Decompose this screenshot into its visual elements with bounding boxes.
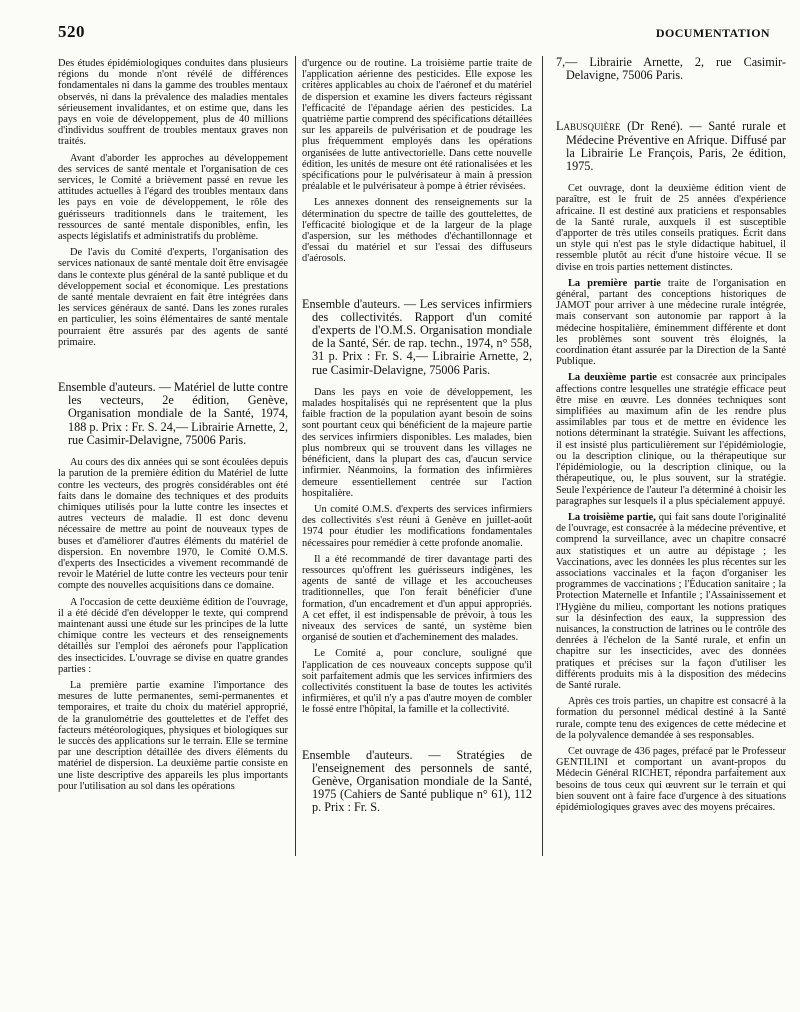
paragraph: d'urgence ou de routine. La troisième partie traite de l'application aérienne des pesticides. Elle expose les critères applicables au choix de l'aéronef et du matériel de dispersion et examine les divers facteurs régissant l'efficacité de l'épandage aérien des pesticides. La quatrième partie comprend des spécifications détaillées sur les appareils de pulvérisation et de poudrage les plus fréquemment employés dans les opérations organisées de lutte antivectorielle. Dans cette nouvelle édition, les unités de mesure ont été rationalisées et les spécifications pour le pulvérisateur à main à pression préalable et le pulvérisateur à pompe à étrier révisées. (302, 58, 532, 193)
reference-author: Labusquière (556, 119, 621, 134)
paragraph: Le Comité a, pour conclure, souligné que l'application de ces nouveaux concepts suppose qu'il soit parfaitement admis que les services infirmiers des collectivités constituent la base de toutes les activités infirmières, et qu'il n'y a pas d'autre moyen de combler le fossé entre l'hôpital, la famille et la collectivité. (302, 648, 532, 716)
paragraph: De l'avis du Comité d'experts, l'organisation des services nationaux de santé mentale doit être envisagée dans le contexte plus général de la santé publique et du développement social et économique. Les prestations de santé mentale devraient en fait être intégrées dans les services généraux de santé. Dans les zones rurales en particulier, les soins élémentaires de santé mentale pourraient être assurés par des agents de santé primaire. (58, 247, 288, 348)
paragraph-text: traite de l'organisation en général, partant des conceptions historiques de JAMOT pour arriver à une médecine rurale intégrée, mais conservant son autonomie par rapport à la médecine hospitalière, éminemment différente et dont les problèmes sont souvent très éloignés, la coordination étant assurée par la Direction de la Santé Publique. (556, 277, 786, 368)
paragraph: Cet ouvrage, dont la deuxième édition vient de paraître, est le fruit de 25 années d'expérience africaine. Il est destiné aux praticiens et responsables de la Santé rurale, auxquels il est susceptible d'apporter de très utiles conseils pratiques. Écrit dans un style qui n'est pas le style didactique habituel, il ressemble plutôt au récit d'une histoire vécue. Il se divise en trois parties nettement distinctes. (556, 183, 786, 273)
book-reference: Ensemble d'auteurs. — Les services infirmiers des collectivités. Rapport d'un comité d'experts de l'O.M.S. Organisation mondiale de la Santé, Sér. de rap. techn., 1974, n° 558, 31 p. Prix : Fr. S. 4,— Librairie Arnette, 2, rue Casimir-Delavigne, 75006 Paris. (302, 296, 532, 377)
paragraph: Il a été recommandé de tirer davantage parti des ressources qu'offrent les guérisseurs indigènes, les agents de santé de village et les accoucheuses traditionnelles, que l'on ferait bénéficier d'une formation, d'un encadrement et d'un appui appropriés. A cet effet, il est indispensable de prévoir, à tous les niveaux des services de santé, un système bien organisé de soutien et d'acheminement des malades. (302, 553, 532, 644)
column-divider (542, 56, 543, 856)
book-reference: Ensemble d'auteurs. — Stratégies de l'enseignement des personnels de santé, Genève, Organisation mondiale de la Santé, 1975 (Cahiers de Santé publique n° 61), 112 p. Prix : Fr. S. (302, 747, 532, 815)
paragraph (556, 372, 786, 506)
book-reference (556, 120, 786, 173)
column-divider (295, 56, 296, 856)
paragraph (556, 512, 786, 691)
paragraph: Cet ouvrage de 436 pages, préfacé par le Professeur GENTILINI et comportant un avant-propos du Médecin Général RICHET, répondra parfaitement aux besoins de tous ceux qui œuvrent sur le terrain et qui bien souvent ont à faire face d'urgence à des situations épidémiologiques graves avec des moyens précaires. (556, 745, 786, 813)
page-header (0, 0, 800, 40)
section-title: DOCUMENTATION (655, 26, 770, 40)
paragraph-text: qui fait sans doute l'originalité de l'ouvrage, est consacrée à la médecine préventive, et comprend la surveillance, avec un chapitre consacré aux statistiques et un autre au dépistage ; les Vaccinations, avec les données les plus récentes sur les associations vaccinales et la façon d'organiser les programmes de vaccinations ; l'Éducation sanitaire ; la Protection Maternelle et Infantile ; l'Assainissement et l'Hygiène du milieu, comportant les notions pratiques sur la désinfection des eaux, la suppression des nuisances, la construction de latrines ou le contrôle des denrées à l'échelon de la Santé rurale, et enfin un chapitre sur les insecticides, avec des données pratiques et précises sur la façon d'utiliser les différents produits mis à la disposition des médecins de Santé rurale. (556, 511, 786, 691)
paragraph: Au cours des dix années qui se sont écoulées depuis la parution de la première édition du Matériel de lutte contre les vecteurs, des progrès considérables ont été faits dans le domaine des techniques et des produits chimiques utilisés pour la lutte contre les insectes et autres vecteurs de maladie. Il est donc devenu nécessaire de mettre au point de nouveaux types de buses et d'améliorer d'autres éléments du matériel de dispersion. En novembre 1970, le Comité O.M.S. d'experts des Insecticides a vivement recommandé de revoir le Matériel de lutte contre les vecteurs pour tenir compte des nouvelles acquisitions dans ce domaine. (58, 457, 288, 592)
column-3 (556, 56, 786, 1006)
paragraph: Un comité O.M.S. d'experts des services infirmiers des collectivités s'est réuni à Genève en juillet-août 1974 pour étudier les modifications fondamentales nécessaires pour remédier à cette profonde anomalie. (302, 503, 532, 549)
paragraph: A l'occasion de cette deuxième édition de l'ouvrage, il a été décidé d'en développer le texte, qui comprend maintenant aussi une étude sur les principes de la lutte chimique contre les vecteurs et des renseignements détaillés sur l'emploi des aéronefs pour l'application des insecticides. L'ouvrage se divise en quatre grandes parties : (58, 596, 288, 675)
paragraph-text: est consacrée aux principales affections contre lesquelles une stratégie efficace peut être mise en œuvre. Les données techniques sont simplifiées au maximum afin de les rendre plus assimilables par tous et de mettre en évidence les notions déterminant la stratégie. Suivant les affections, il est insisté plus particulièrement sur l'épidémiologie, ou la description clinique, ou la thérapeutique sur l'épidémiologie, ou la description clinique, ou la thérapeutique, ou, le plus souvent, sur la stratégie. Seule l'expérience de l'auteur l'a déterminé à choisir les paragraphes sur lesquels il a plus spécialement appuyé. (556, 372, 786, 507)
paragraph: Avant d'aborder les approches au développement des services de santé mentale et l'organisation de ces services, le Comité a brièvement passé en revue les attitudes actuelles à l'égard des troubles mentaux dans les pays en voie de développement, le rôle des guérisseurs traditionnels dans le traitement, les ressources de santé mentale disponibles, enfin, les aspects législatifs et administratifs du problème. (58, 152, 288, 243)
column-2 (302, 56, 532, 1006)
paragraph: Les annexes donnent des renseignements sur la détermination du spectre de taille des gouttelettes, de l'efficacité biologique et de la largeur de la plage d'aspersion, sur les méthodes d'échantillonnage et d'essai du matériel et sur l'essai des diffuseurs d'aérosols. (302, 197, 532, 265)
part-heading: La troisième partie, (568, 511, 656, 523)
page-number: 520 (58, 22, 85, 41)
reference-details: (Dr René). — Santé rurale et Médecine Préventive en Afrique. Diffusé par la Librairie Le François, Paris, 2e édition, 1975. (566, 119, 786, 174)
paragraph (556, 278, 786, 368)
paragraph: Après ces trois parties, un chapitre est consacré à la formation du personnel médical destiné à la Santé rurale, compte tenu des exigences de cette médecine et de la polyvalence demandée à ses responsables. (556, 696, 786, 741)
paragraph: Dans les pays en voie de développement, les malades hospitalisés qui ne représentent que la plus faible fraction de la population ayant besoin de soins sont pourtant ceux qui bénéficient de la majeure partie des services infirmiers disponibles. Les malades, bien plus nombreux qui se trouvent dans les villages ne bénéficient, dans la plupart des cas, d'aucun service infirmier. Néanmoins, la formation des infirmières demeure essentiellement centrée sur l'action hospitalière. (302, 386, 532, 499)
book-reference: Ensemble d'auteurs. — Matériel de lutte contre les vecteurs, 2e édition, Genève, Organisation mondiale de la Santé, 1974, 188 p. Prix : Fr. S. 24,— Librairie Arnette, 2, rue Casimir-Delavigne, 75006 Paris. (58, 380, 288, 447)
paragraph: La première partie examine l'importance des mesures de lutte permanentes, semi-permanentes et temporaires, et traite du choix du matériel approprié, de la granulométrie des gouttelettes et de l'effet des facteurs météorologiques, physiques et biologiques sur le succès des applications sur le terrain. Elle se termine par une description détaillée des divers éléments du matériel de dispersion. La deuxième partie consiste en une liste descriptive des appareils les plus importants pour l'utilisation au sol dans les opérations (58, 679, 288, 792)
paragraph: Des études épidémiologiques conduites dans plusieurs régions du monde n'ont révélé de différences fondamentales ni dans la gamme des troubles mentaux observés, ni dans la prévalence des maladies mentales sérieusement invalidantes, et on estime que, dans les pays en voie de développement, plus de 40 millions d'individus souffrent de troubles mentaux graves non traités. (58, 58, 288, 148)
book-reference-continued: 7,— Librairie Arnette, 2, rue Casimir-Delavigne, 75006 Paris. (556, 56, 786, 83)
part-heading: La première partie (568, 277, 661, 289)
column-1 (58, 56, 288, 1006)
part-heading: La deuxième partie (568, 372, 657, 384)
